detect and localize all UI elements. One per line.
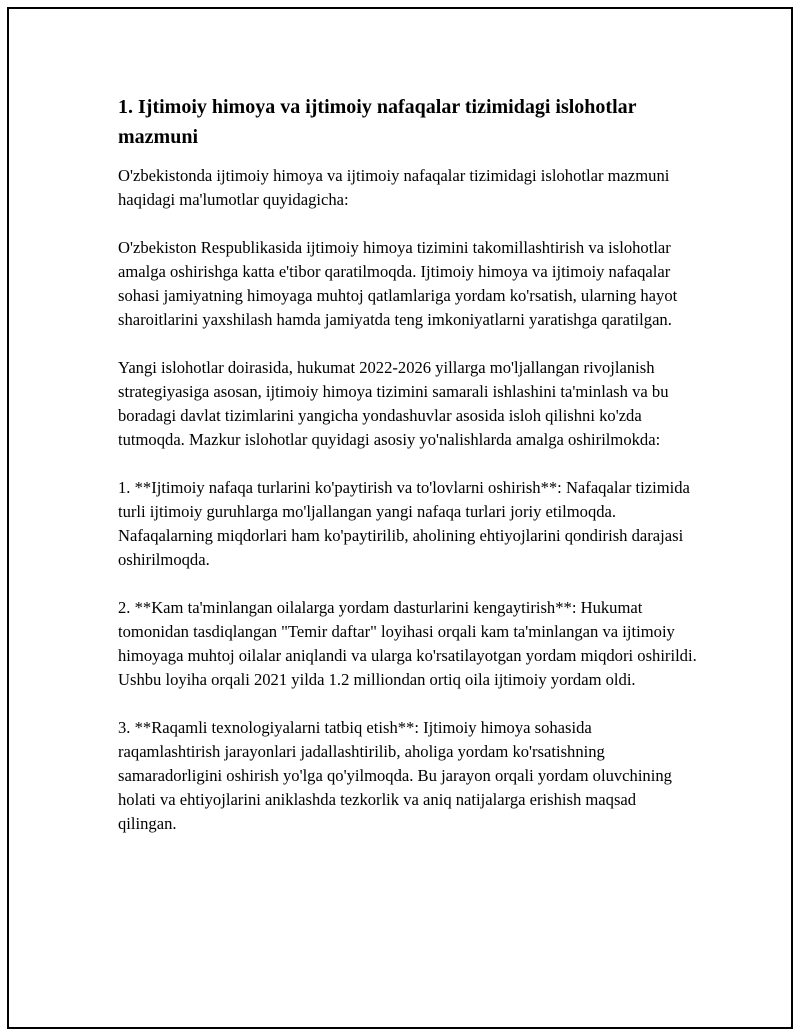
list-item-1-paragraph: 1. **Ijtimoiy nafaqa turlarini ko'paytirish va to'lovlarni oshirish**: Nafaqalar tizimida turli ijtimoiy guruhlarga mo'ljallangan yangi nafaqa turlari joriy etilmoqda. Nafaqalarning miqdorlari ham ko'paytirilib, aholining ehtiyojlarini qondirish darajasi oshirilmoqda. (118, 478, 690, 569)
document-body (118, 92, 698, 860)
intro-paragraph: O'zbekistonda ijtimoiy himoya va ijtimoiy nafaqalar tizimidagi islohotlar mazmuni haqidagi ma'lumotlar quyidagicha: (118, 166, 670, 209)
list-item-2-paragraph: 2. **Kam ta'minlangan oilalarga yordam dasturlarini kengaytirish**: Hukumat tomonidan tasdiqlangan "Temir daftar" loyihasi orqali kam ta'minlangan va ijtimoiy himoyaga muhtoj oilalar aniqlandi va ularga ko'rsatilayotgan yordam miqdori oshirildi. Ushbu loyiha orqali 2021 yilda 1.2 milliondan ortiq oila ijtimoiy yordam oldi. (118, 598, 697, 689)
strategy-paragraph: Yangi islohotlar doirasida, hukumat 2022-2026 yillarga mo'ljallangan rivojlanish strategiyasiga asosan, ijtimoiy himoya tizimini samarali ishlashini ta'minlash va bu boradagi davlat tizimlarini yangicha yondashuvlar asosida isloh qilishni ko'zda tutmoqda. Mazkur islohotlar quyidagi asosiy yo'nalishlarda amalga oshirilmokda: (118, 358, 669, 449)
context-paragraph: O'zbekiston Respublikasida ijtimoiy himoya tizimini takomillashtirish va islohotlar amalga oshirishga katta e'tibor qaratilmoqda. Ijtimoiy himoya va ijtimoiy nafaqalar sohasi jamiyatning himoyaga muhtoj qatlamlariga yordam ko'rsatish, ularning hayot sharoitlarini yaxshilash hamda jamiyatda teng imkoniyatlarni yaratishga qaratilgan. (118, 238, 678, 329)
section-heading: 1. Ijtimoiy himoya va ijtimoiy nafaqalar tizimidagi islohotlar mazmuni (118, 96, 637, 148)
list-item-3-paragraph: 3. **Raqamli texnologiyalarni tatbiq etish**: Ijtimoiy himoya sohasida raqamlashtirish jarayonlari jadallashtirilib, aholiga yordam ko'rsatishning samaradorligini oshirish yo'lga qo'yilmoqda. Bu jarayon orqali yordam oluvchining holati va ehtiyojlarini aniklashda tezkorlik va aniq natijalarga erishish maqsad qilingan. (118, 718, 672, 833)
